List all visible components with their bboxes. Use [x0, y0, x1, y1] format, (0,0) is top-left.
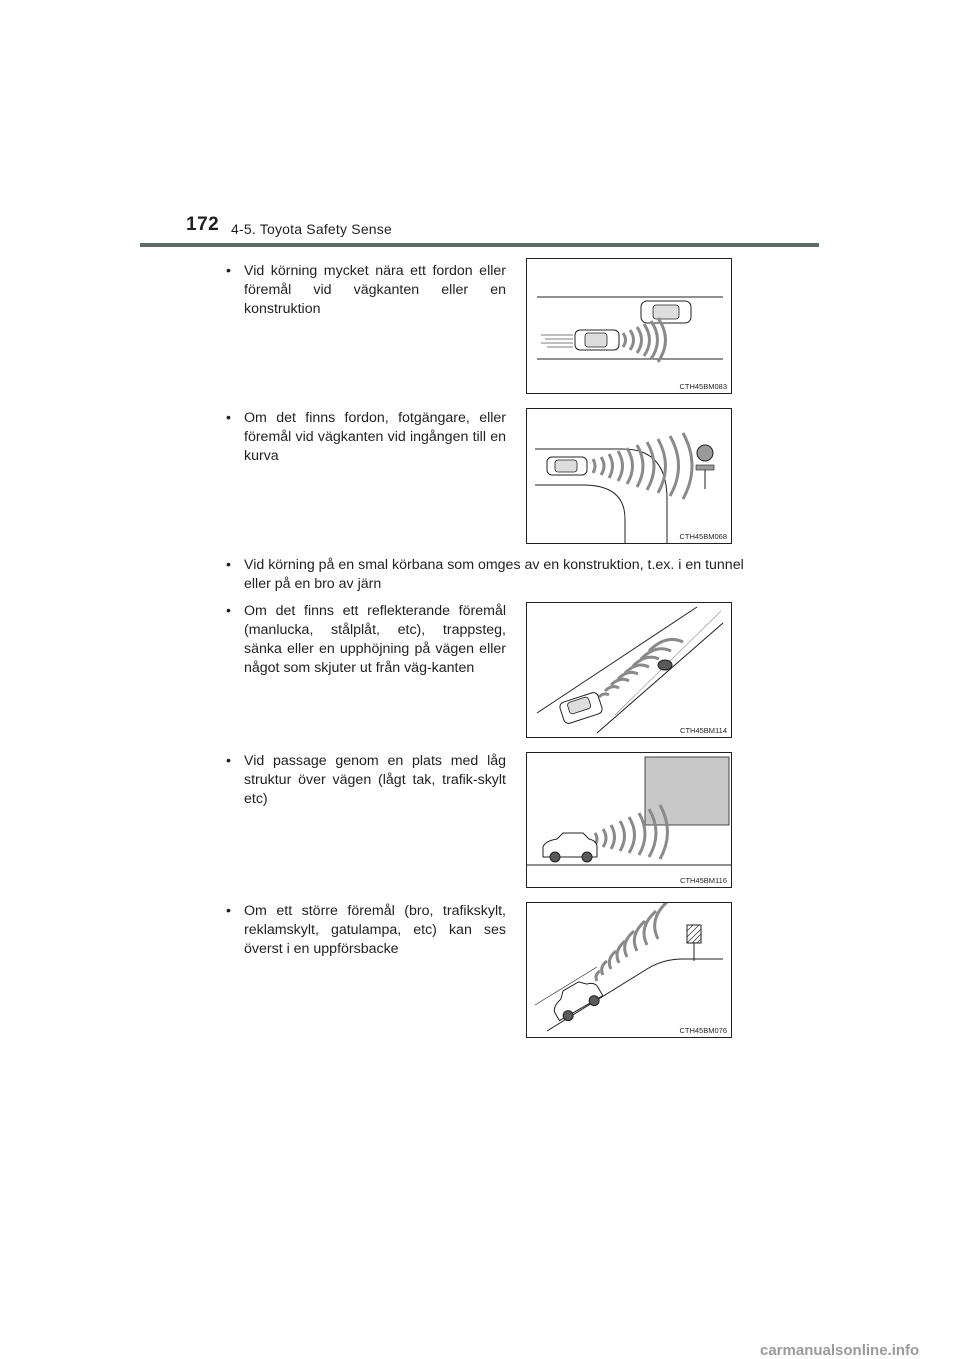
item-text: Om det finns ett reflekterande föremål (manlucka, stålplåt, etc), trappsteg, sänka eller en upphöjning på vägen eller något som skjuter ut från väg-kanten [244, 603, 506, 676]
list-item [226, 602, 506, 678]
figure-code: CTH45BM116 [680, 876, 727, 885]
item-text: Vid körning på en smal körbana som omges av en konstruktion, t.ex. i en tunnel eller på en bro av järn [244, 557, 744, 592]
bullet-marker: • [226, 753, 231, 769]
bullet-marker: • [226, 557, 231, 573]
item-text: Vid körning mycket nära ett fordon eller föremål vid vägkanten eller en konstruktion [244, 263, 506, 317]
item-text: Om det finns fordon, fotgängare, eller föremål vid vägkanten vid ingången till en kurva [244, 410, 506, 464]
list-item [226, 262, 506, 319]
illustration [527, 903, 731, 1037]
watermark: carmanualsonline.info [760, 1342, 920, 1359]
list-item [226, 409, 506, 466]
header-rule [140, 243, 819, 247]
item-text: Om ett större föremål (bro, trafikskylt, reklamskylt, gatulampa, etc) kan ses överst i en uppförsbacke [244, 903, 506, 957]
figure-low-structure [526, 752, 732, 888]
list-item [226, 752, 506, 809]
illustration [527, 259, 731, 393]
figure-curve-entrance [526, 408, 732, 544]
list-item [226, 556, 752, 594]
figure-code: CTH45BM083 [679, 382, 727, 391]
page-number: 172 [186, 214, 220, 235]
figure-reflective-object [526, 602, 732, 738]
figure-uphill-object [526, 902, 732, 1038]
illustration [527, 409, 731, 543]
figure-code: CTH45BM076 [679, 1026, 727, 1035]
bullet-marker: • [226, 903, 231, 919]
bullet-marker: • [226, 263, 231, 279]
list-item [226, 902, 506, 959]
illustration [527, 753, 731, 887]
figure-close-vehicle [526, 258, 732, 394]
section-title: 4-5. Toyota Safety Sense [231, 221, 392, 237]
figure-code: CTH45BM114 [680, 726, 727, 735]
item-text: Vid passage genom en plats med låg struktur över vägen (lågt tak, trafik-skylt etc) [244, 753, 506, 807]
bullet-marker: • [226, 410, 231, 426]
figure-code: CTH45BM068 [679, 532, 727, 541]
illustration [527, 603, 731, 737]
bullet-marker: • [226, 603, 231, 619]
